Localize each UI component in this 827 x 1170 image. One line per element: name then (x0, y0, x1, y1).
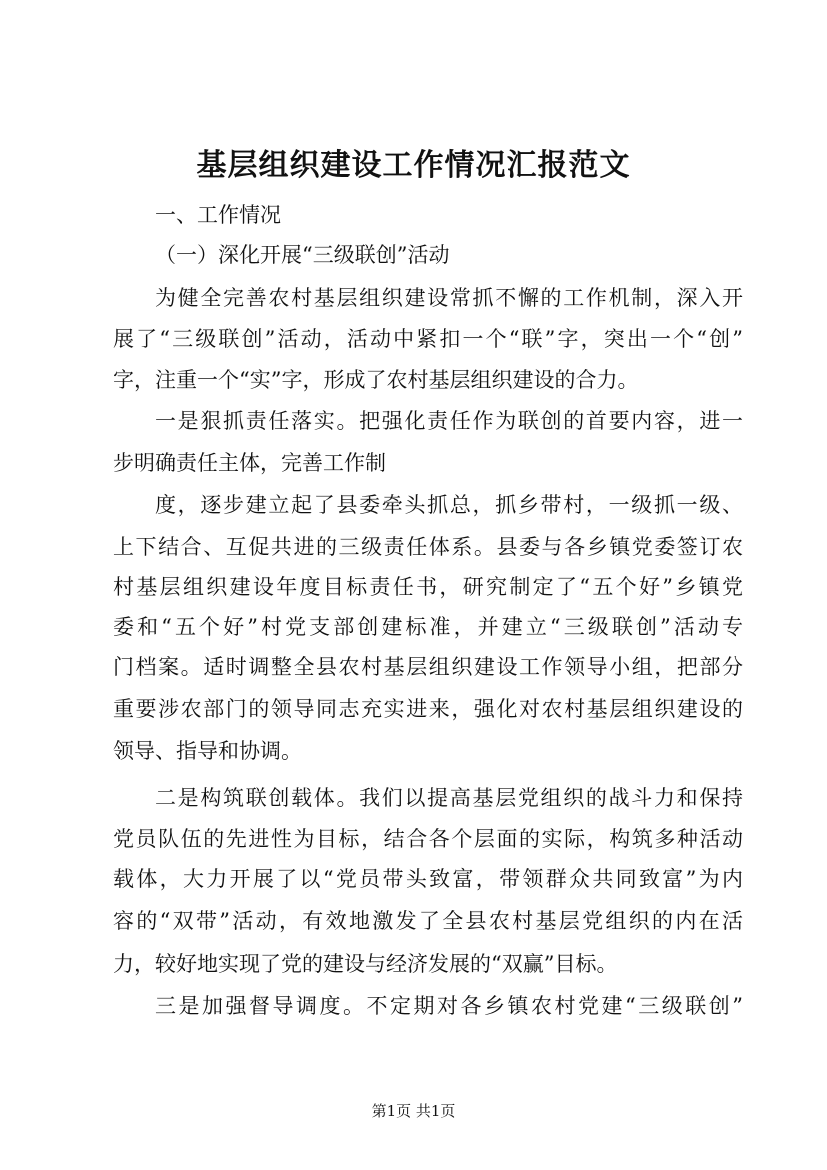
paragraph-line: 二是构筑联创载体。我们以提高基层党组织的战斗力和保持 (155, 786, 743, 810)
paragraph-line: 委和“五个好”村党支部创建标准，并建立“三级联创”活动专 (113, 615, 743, 639)
paragraph-line: 载体，大力开展了以“党员带头致富，带领群众共同致富”为内 (113, 867, 743, 891)
paragraph-line: 度，逐步建立起了县委牵头抓总，抓乡带村，一级抓一级、 (155, 493, 743, 517)
paragraph-line: 村基层组织建设年度目标责任书，研究制定了“五个好”乡镇党 (113, 575, 743, 599)
paragraph-line: 重要涉农部门的领导同志充实进来，强化对农村基层组织建设的 (113, 697, 743, 721)
page-title: 基层组织建设工作情况汇报范文 (196, 148, 631, 183)
paragraph-line: 力，较好地实现了党的建设与经济发展的“双赢”目标。 (113, 952, 618, 976)
paragraph-line: 容的“双带”活动，有效地激发了全县农村基层党组织的内在活 (113, 909, 743, 933)
paragraph-line: 党员队伍的先进性为目标，结合各个层面的实际，构筑多种活动 (113, 827, 743, 851)
section-heading: 一、工作情况 (155, 203, 281, 227)
subsection-heading: （一）深化开展“三级联创”活动 (155, 243, 450, 267)
paragraph-line: 展了“三级联创”活动，活动中紧扣一个“联”字，突出一个“创” (113, 327, 743, 351)
paragraph-line: 步明确责任主体，完善工作制 (113, 451, 386, 475)
paragraph-line: 字，注重一个“实”字，形成了农村基层组织建设的合力。 (113, 368, 639, 392)
paragraph-line: 三是加强督导调度。不定期对各乡镇农村党建“三级联创” (155, 994, 743, 1018)
paragraph-line: 上下结合、互促共进的三级责任体系。县委与各乡镇党委签订农 (113, 535, 743, 559)
page-footer: 第1页 共1页 (371, 1102, 456, 1120)
paragraph-line: 一是狠抓责任落实。把强化责任作为联创的首要内容，进一 (155, 409, 743, 433)
paragraph-line: 为健全完善农村基层组织建设常抓不懈的工作机制，深入开 (155, 286, 743, 310)
paragraph-line: 领导、指导和协调。 (113, 739, 302, 763)
paragraph-line: 门档案。适时调整全县农村基层组织建设工作领导小组，把部分 (113, 655, 743, 679)
